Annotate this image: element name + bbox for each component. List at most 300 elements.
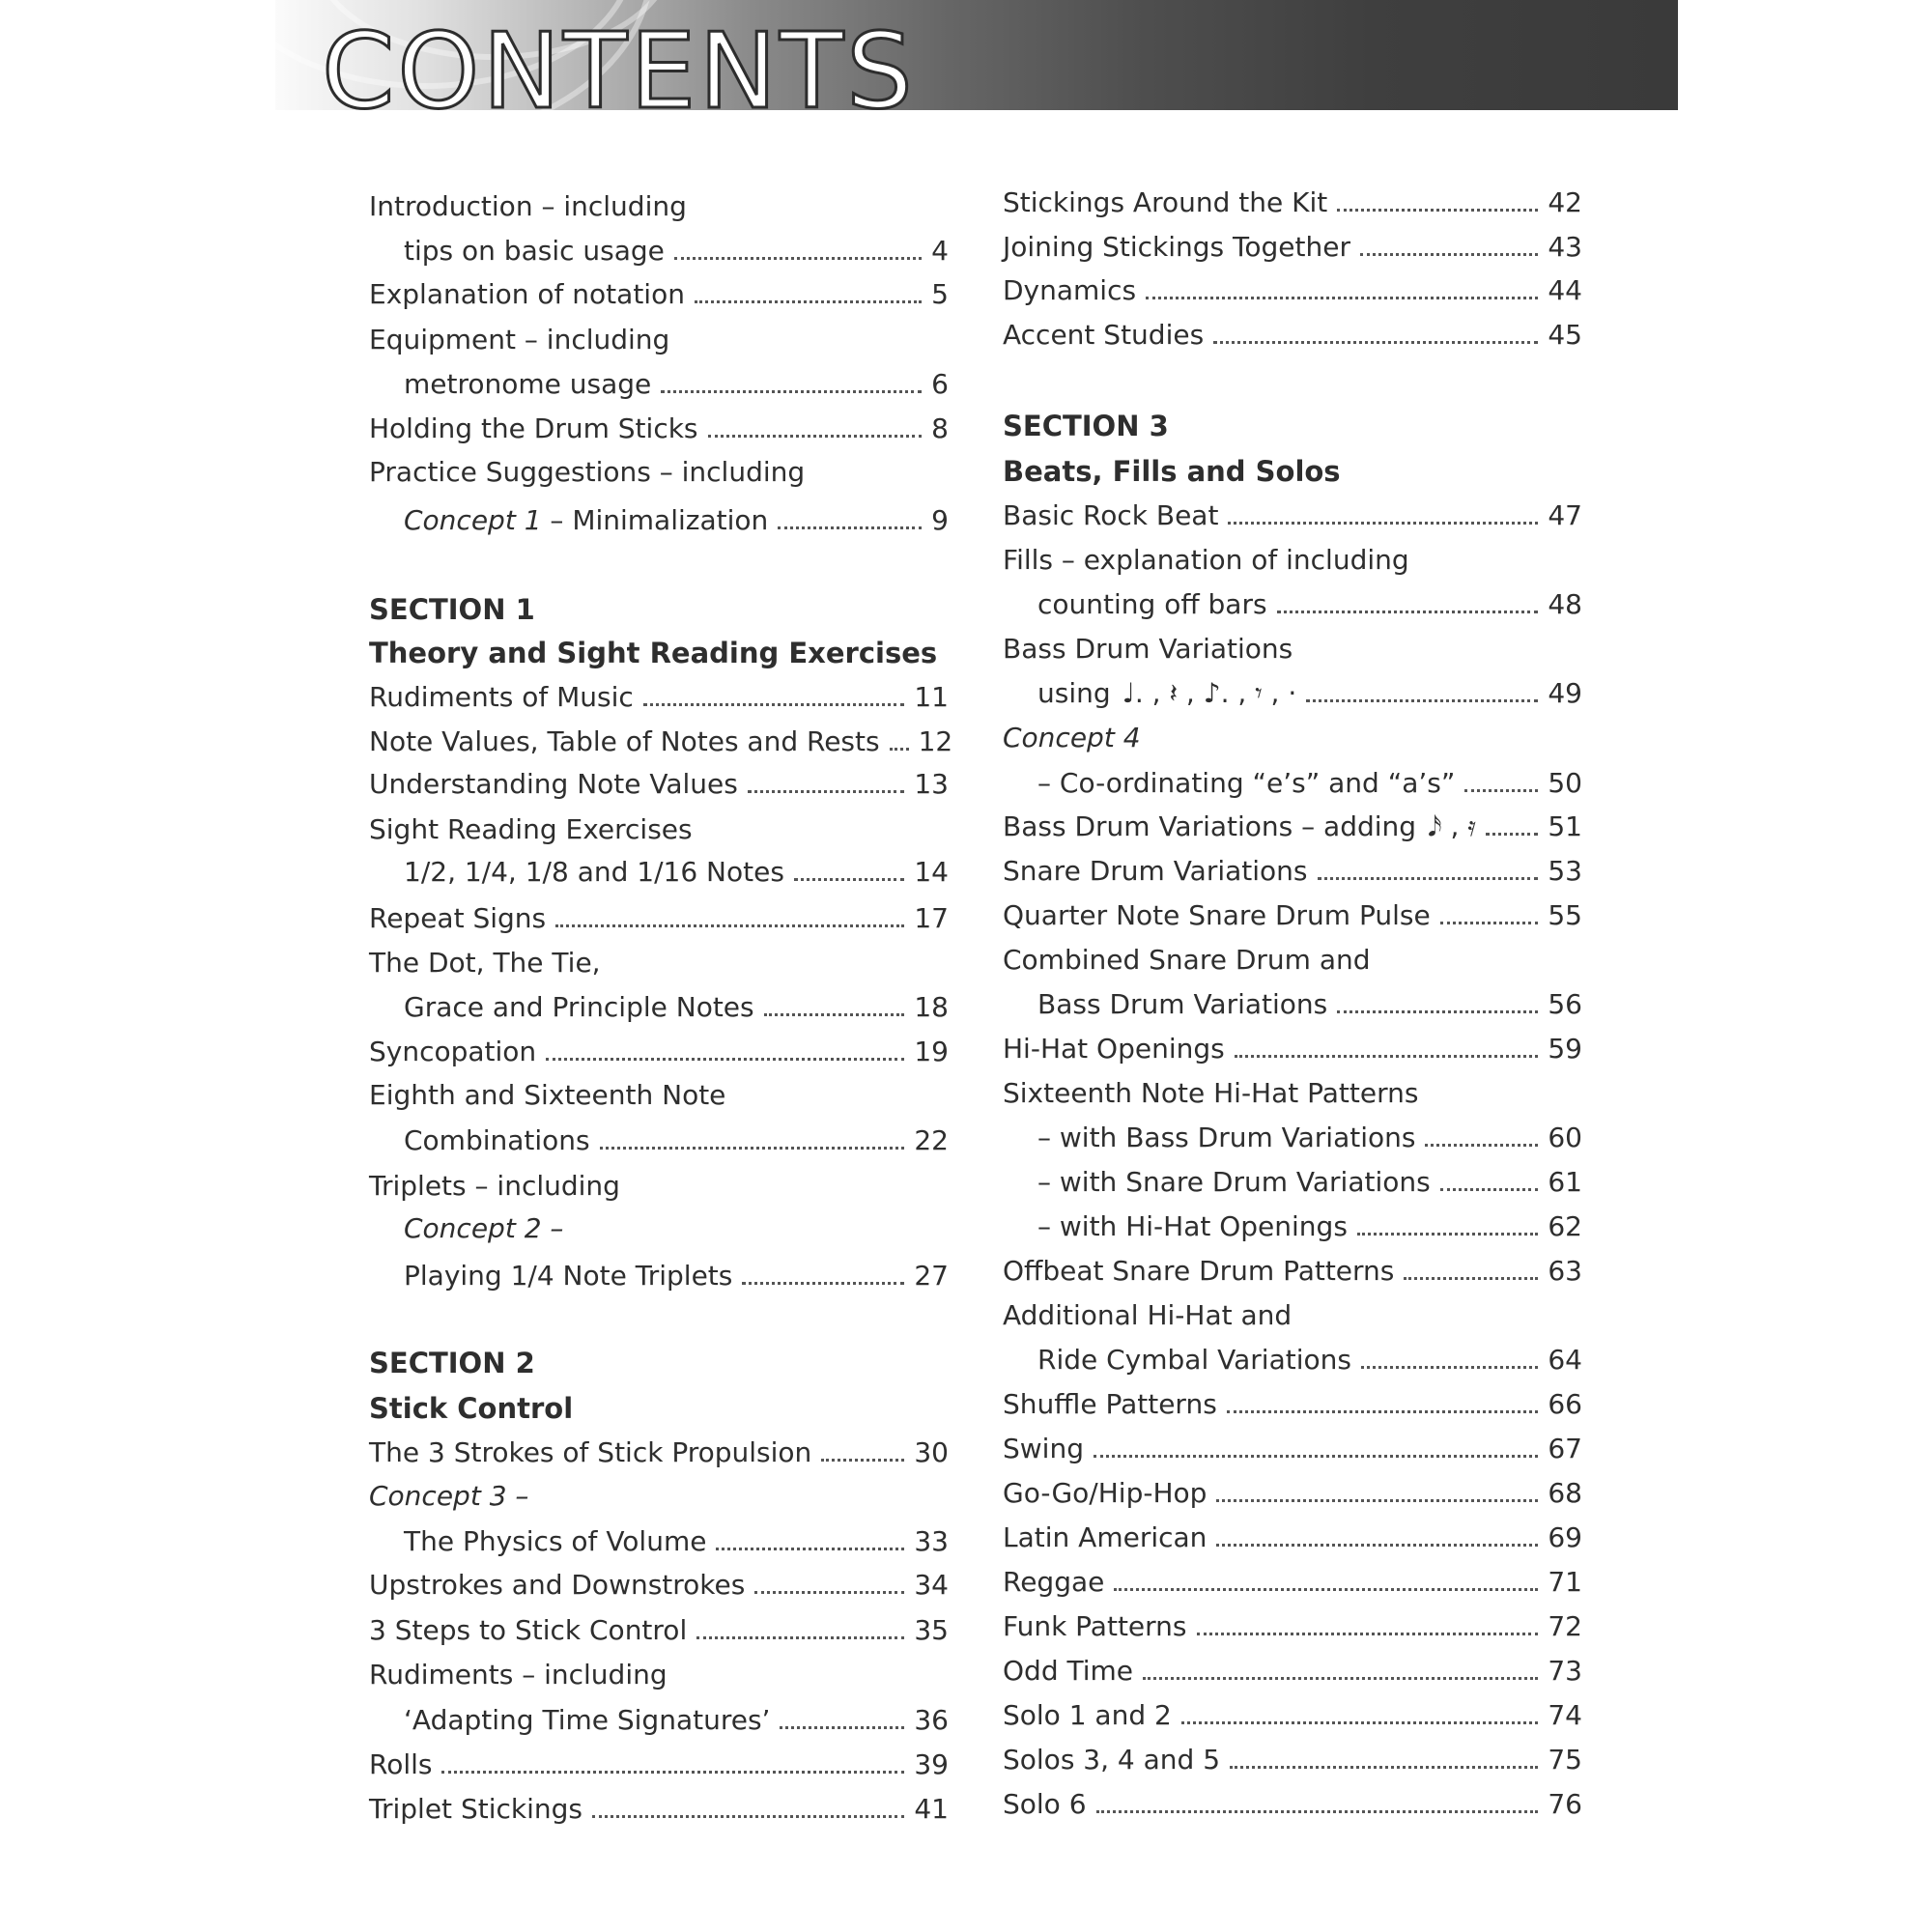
toc-entry-title [1003, 273, 1146, 308]
toc-entry [1003, 266, 1582, 308]
toc-entry [369, 672, 949, 715]
dot-leader [778, 526, 922, 529]
toc-entry-title [1037, 766, 1464, 801]
toc-entry-text: Rudiments of Music [369, 681, 634, 713]
toc-entry [1003, 1424, 1582, 1466]
toc-entry-title [1003, 1609, 1197, 1644]
dot-leader [780, 1726, 904, 1729]
toc-entry-text: Solo 1 and 2 [1003, 1699, 1172, 1731]
toc-entry-title [404, 855, 794, 890]
toc-entry-text: Holding the Drum Sticks [369, 412, 698, 444]
page-number: 35 [914, 1614, 949, 1646]
toc-entry-title [369, 1792, 592, 1827]
page-number: 75 [1548, 1744, 1582, 1776]
toc-entry [369, 1161, 949, 1204]
toc-entry-title [404, 1703, 780, 1738]
toc-entry [1003, 1068, 1582, 1111]
toc-entry [1003, 802, 1582, 844]
toc-entry [369, 1204, 949, 1246]
page-number: 48 [1548, 588, 1582, 620]
toc-entry-title [1003, 409, 1169, 443]
toc-entry-text: Explanation of notation [369, 278, 685, 310]
page-number: 62 [1548, 1210, 1582, 1242]
page-number: 68 [1548, 1477, 1582, 1509]
toc-entry-text: Bass Drum Variations [1037, 988, 1328, 1020]
page-number: 36 [914, 1704, 949, 1736]
page-number: 47 [1548, 499, 1582, 531]
dot-leader [441, 1771, 904, 1774]
toc-entry-text: Rudiments – including [369, 1659, 668, 1690]
toc-entry-text: Repeat Signs [369, 902, 547, 934]
toc-entry-title [1037, 587, 1277, 622]
toc-entry-title [369, 323, 669, 357]
toc-entry [369, 1740, 949, 1782]
dot-leader [1464, 789, 1538, 792]
dot-leader [1216, 1544, 1538, 1547]
toc-entry [1003, 846, 1582, 889]
toc-entry-text: SECTION 3 [1003, 410, 1169, 442]
toc-entry-title [1003, 1254, 1404, 1289]
toc-entry [1003, 310, 1582, 353]
toc-entry-text: ‘Adapting Time Signatures’ [404, 1704, 771, 1736]
toc-entry-title [1003, 1743, 1230, 1777]
toc-entry-title [369, 592, 535, 627]
toc-entry-title [1003, 898, 1440, 933]
toc-entry-title [369, 412, 708, 446]
toc-entry-text: – Minimalization [541, 504, 769, 536]
toc-entry [369, 1428, 949, 1470]
dot-leader [1096, 1810, 1539, 1813]
toc-right-column [1003, 0, 1582, 1932]
dot-leader [1143, 1677, 1538, 1680]
toc-entry-text: using [1037, 677, 1111, 709]
dot-leader [1094, 1455, 1538, 1458]
section-heading [1003, 401, 1582, 443]
dot-leader [592, 1815, 904, 1818]
dot-leader [1337, 1010, 1538, 1013]
note-symbols: ♩. , 𝄽 , ♪. , 𝄾 , · [1122, 677, 1297, 709]
dot-leader [1306, 699, 1538, 702]
toc-entry [1003, 222, 1582, 265]
page-number: 56 [1548, 988, 1582, 1020]
page-number: 50 [1548, 767, 1582, 799]
page-number: 73 [1548, 1655, 1582, 1687]
toc-entry [1003, 1335, 1582, 1378]
toc-entry [1003, 1024, 1582, 1066]
toc-entry [369, 359, 949, 402]
toc-entry-text: Upstrokes and Downstrokes [369, 1569, 746, 1601]
toc-entry [1003, 1602, 1582, 1644]
toc-entry-text: Triplet Stickings [369, 1793, 582, 1825]
page-number: 27 [914, 1260, 949, 1292]
toc-entry-title [1037, 987, 1337, 1022]
page-number: 53 [1548, 855, 1582, 887]
toc-entry-title [1003, 1076, 1418, 1111]
toc-entry-italic: Concept 1 [404, 504, 542, 536]
page-number: 19 [914, 1036, 949, 1067]
toc-entry-title [369, 1747, 441, 1782]
toc-entry-text: Rolls [369, 1748, 433, 1780]
section-title [369, 628, 949, 670]
toc-entry-title [1003, 1476, 1216, 1511]
note-symbols: 𝅘𝅥𝅯 , 𝄿 [1428, 810, 1476, 842]
toc-entry-text: Funk Patterns [1003, 1610, 1187, 1642]
dot-leader [600, 1147, 905, 1150]
dot-leader [1213, 341, 1538, 344]
page-number: 76 [1548, 1788, 1582, 1820]
toc-entry-title [1003, 1565, 1114, 1600]
dot-leader [1337, 209, 1538, 212]
dot-leader [1228, 522, 1538, 525]
toc-entry-text: Understanding Note Values [369, 768, 738, 800]
toc-entry-text: metronome usage [404, 368, 652, 400]
toc-entry-title [1037, 676, 1306, 711]
page-number: 14 [914, 856, 949, 888]
toc-entry [369, 496, 949, 538]
page-number: 12 [918, 725, 953, 757]
dot-leader [748, 790, 905, 793]
toc-entry-text: Sixteenth Note Hi-Hat Patterns [1003, 1077, 1419, 1109]
toc-entry-text: Joining Stickings Together [1003, 231, 1350, 263]
toc-entry-title [1003, 721, 1141, 755]
toc-entry-text: Grace and Principle Notes [404, 991, 754, 1023]
toc-entry-text: – with Bass Drum Variations [1037, 1122, 1416, 1153]
toc-entry-text: Note Values, Table of Notes and Rests [369, 725, 880, 757]
toc-entry-text: – with Hi-Hat Openings [1037, 1210, 1348, 1242]
toc-entry-title [404, 367, 661, 402]
page-number: 51 [1548, 810, 1582, 842]
toc-entry-title [369, 455, 805, 490]
toc-entry-title [1003, 318, 1213, 353]
toc-entry [369, 1650, 949, 1692]
toc-entry-text: Solos 3, 4 and 5 [1003, 1744, 1221, 1776]
page-number: 34 [914, 1569, 949, 1601]
toc-entry-title [1003, 1787, 1096, 1822]
page-number: 64 [1548, 1344, 1582, 1376]
dot-leader [1235, 1055, 1539, 1058]
toc-entry [1003, 491, 1582, 533]
toc-entry-title [1003, 943, 1371, 978]
page-number: 13 [914, 768, 949, 800]
toc-entry-title [369, 901, 555, 936]
toc-entry [1003, 980, 1582, 1022]
toc-entry-title [404, 1211, 563, 1246]
toc-entry-title [1003, 230, 1360, 265]
dot-leader [1360, 253, 1538, 256]
toc-entry-title [1003, 1387, 1227, 1422]
toc-entry-title [369, 1078, 725, 1113]
toc-entry [1003, 713, 1582, 755]
page-number: 72 [1548, 1610, 1582, 1642]
toc-entry-title [1037, 1343, 1361, 1378]
toc-entry-text: 3 Steps to Stick Control [369, 1614, 688, 1646]
dot-leader [555, 924, 904, 927]
toc-entry [369, 1027, 949, 1069]
page-number: 45 [1548, 319, 1582, 351]
toc-entry-title [404, 503, 778, 538]
toc-entry-text: Dynamics [1003, 274, 1137, 306]
toc-entry-title [1003, 543, 1409, 578]
dot-leader [1146, 297, 1538, 299]
toc-entry [369, 982, 949, 1025]
toc-entry-title [369, 1568, 754, 1603]
toc-entry [369, 1070, 949, 1113]
toc-entry [1003, 1513, 1582, 1555]
toc-entry [1003, 1735, 1582, 1777]
dot-leader [794, 878, 904, 881]
toc-entry-text: Introduction – including [369, 190, 687, 222]
page-number: 6 [931, 368, 949, 400]
toc-entry-text: tips on basic usage [404, 235, 665, 267]
toc-entry-text: Hi-Hat Openings [1003, 1033, 1225, 1065]
dot-leader [1114, 1588, 1538, 1591]
page-number: 9 [931, 504, 949, 536]
toc-entry-text: Practice Suggestions – including [369, 456, 806, 488]
page-number: 60 [1548, 1122, 1582, 1153]
toc-entry-title [1003, 1698, 1181, 1733]
toc-entry [1003, 535, 1582, 578]
toc-entry-title [1003, 854, 1318, 889]
toc-entry-title [1003, 1298, 1292, 1333]
toc-entry-text: Accent Studies [1003, 319, 1205, 351]
toc-entry [1003, 1246, 1582, 1289]
toc-entry-text: Stick Control [369, 1392, 574, 1425]
toc-entry [1003, 1557, 1582, 1600]
toc-entry [369, 404, 949, 446]
toc-entry [369, 894, 949, 936]
toc-entry-text: SECTION 1 [369, 593, 535, 626]
toc-entry [1003, 1646, 1582, 1689]
dot-leader [742, 1282, 904, 1285]
toc-entry [369, 1517, 949, 1559]
toc-entry [1003, 1779, 1582, 1822]
dot-leader [1357, 1233, 1538, 1236]
toc-entry-title [1003, 1520, 1216, 1555]
toc-entry-title [404, 990, 764, 1025]
toc-entry-title [369, 636, 937, 670]
toc-entry-title [404, 1524, 716, 1559]
page-number: 8 [931, 412, 949, 444]
toc-entry-text: Sight Reading Exercises [369, 813, 693, 845]
toc-entry [369, 1784, 949, 1827]
toc-entry-text: Go-Go/Hip-Hop [1003, 1477, 1208, 1509]
toc-entry-text: Triplets – including [369, 1170, 620, 1202]
toc-entry [369, 315, 949, 357]
toc-entry-text: Ride Cymbal Variations [1037, 1344, 1351, 1376]
toc-entry [369, 1116, 949, 1158]
toc-entry-title [1037, 1165, 1440, 1200]
toc-entry [1003, 758, 1582, 801]
toc-entry-text: Offbeat Snare Drum Patterns [1003, 1255, 1395, 1287]
dot-leader [674, 257, 922, 260]
toc-entry-text: Additional Hi-Hat and [1003, 1299, 1293, 1331]
toc-entry-text: Beats, Fills and Solos [1003, 455, 1341, 488]
toc-entry-title [369, 1169, 620, 1204]
page-number: 67 [1548, 1433, 1582, 1464]
page-number: 71 [1548, 1566, 1582, 1598]
page-number: 63 [1548, 1255, 1582, 1287]
dot-leader [890, 748, 909, 751]
page-number: 17 [914, 902, 949, 934]
toc-entry [369, 182, 949, 224]
toc-entry-title [369, 680, 643, 715]
toc-entry-text: Combinations [404, 1124, 590, 1156]
toc-entry-title [1003, 810, 1486, 844]
toc-entry-title [1003, 498, 1228, 533]
dot-leader [708, 435, 923, 438]
toc-entry-text: The 3 Strokes of Stick Propulsion [369, 1436, 812, 1468]
toc-left-column [369, 0, 953, 1932]
toc-entry-text: The Dot, The Tie, [369, 947, 601, 979]
page-number: 11 [914, 681, 949, 713]
toc-entry-title [404, 234, 674, 269]
page-number: 69 [1548, 1521, 1582, 1553]
toc-entry-text: Odd Time [1003, 1655, 1134, 1687]
page-number: 22 [914, 1124, 949, 1156]
toc-entry-title [369, 1435, 821, 1470]
toc-entry-italic: Concept 3 – [369, 1480, 529, 1512]
toc-entry-text: Snare Drum Variations [1003, 855, 1308, 887]
page-number: 43 [1548, 231, 1582, 263]
toc-entry [1003, 1468, 1582, 1511]
toc-entry-text: The Physics of Volume [404, 1525, 707, 1557]
toc-entry-text: Equipment – including [369, 324, 670, 355]
toc-entry-title [369, 724, 890, 759]
page-number: 41 [914, 1793, 949, 1825]
toc-entry-text: Basic Rock Beat [1003, 499, 1219, 531]
toc-entry-title [369, 812, 693, 847]
toc-entry-title [369, 1479, 528, 1514]
dot-leader [1361, 1366, 1538, 1369]
toc-entry-title [1003, 1654, 1143, 1689]
page-number: 5 [931, 278, 949, 310]
toc-entry [1003, 1202, 1582, 1244]
dot-leader [1440, 1188, 1539, 1191]
toc-entry-text: 1/2, 1/4, 1/8 and 1/16 Notes [404, 856, 784, 888]
toc-entry-title [369, 1391, 573, 1426]
toc-entry [1003, 891, 1582, 933]
page-number: 30 [914, 1436, 949, 1468]
toc-entry [369, 1605, 949, 1648]
toc-entry-title [1003, 1032, 1235, 1066]
toc-entry-text: Stickings Around the Kit [1003, 186, 1328, 218]
toc-entry-title [1003, 632, 1293, 667]
toc-entry-text: Theory and Sight Reading Exercises [369, 637, 938, 669]
toc-entry [369, 717, 953, 759]
page-number: 49 [1548, 677, 1582, 709]
toc-entry-title [1037, 1209, 1357, 1244]
toc-entry [1003, 1291, 1582, 1333]
toc-entry-text: Combined Snare Drum and [1003, 944, 1371, 976]
section-heading [369, 584, 949, 627]
page-number: 33 [914, 1525, 949, 1557]
toc-entry-title [404, 1123, 600, 1158]
dot-leader [716, 1548, 904, 1550]
toc-entry [1003, 1690, 1582, 1733]
toc-entry-text: – Co-ordinating “e’s” and “a’s” [1037, 767, 1456, 799]
toc-entry-text: Eighth and Sixteenth Note [369, 1079, 726, 1111]
page-number: 59 [1548, 1033, 1582, 1065]
toc-entry-title [369, 189, 687, 224]
toc-entry [1003, 178, 1582, 220]
section-title [1003, 446, 1582, 489]
toc-entry-text: Solo 6 [1003, 1788, 1087, 1820]
toc-entry [369, 805, 949, 847]
dot-leader [764, 1013, 905, 1016]
toc-entry-text: Playing 1/4 Note Triplets [404, 1260, 733, 1292]
toc-entry [1003, 935, 1582, 978]
page-number: 39 [914, 1748, 949, 1780]
toc-entry-text: Bass Drum Variations – adding [1003, 810, 1417, 842]
toc-entry [369, 759, 949, 802]
toc-entry [1003, 1157, 1582, 1200]
dot-leader [1440, 922, 1539, 924]
dot-leader [1404, 1277, 1538, 1280]
toc-entry-text: SECTION 2 [369, 1347, 535, 1379]
dot-leader [1425, 1144, 1538, 1147]
dot-leader [546, 1058, 904, 1061]
toc-entry-title [369, 1613, 696, 1648]
toc-entry [369, 226, 949, 269]
toc-entry-title [1003, 185, 1337, 220]
page-number: 55 [1548, 899, 1582, 931]
toc-entry-title [1037, 1121, 1425, 1155]
dot-leader [1197, 1633, 1539, 1635]
dot-leader [1277, 611, 1539, 613]
toc-entry-title [369, 1658, 668, 1692]
dot-leader [1486, 833, 1538, 836]
toc-entry [1003, 668, 1582, 711]
dot-leader [1216, 1499, 1538, 1502]
dot-leader [754, 1591, 904, 1594]
toc-entry [369, 1251, 949, 1293]
page-title: CONTENTS [322, 12, 916, 110]
toc-entry-title [369, 1346, 535, 1380]
toc-entry-title [1003, 454, 1341, 489]
page-number: 18 [914, 991, 949, 1023]
page-number: 61 [1548, 1166, 1582, 1198]
dot-leader [695, 300, 922, 303]
page-number: 74 [1548, 1699, 1582, 1731]
toc-entry [369, 847, 949, 890]
toc-entry [369, 447, 949, 490]
page-number: 44 [1548, 274, 1582, 306]
dot-leader [821, 1459, 904, 1462]
toc-entry [1003, 580, 1582, 622]
toc-entry-text: Latin American [1003, 1521, 1208, 1553]
page-number: 66 [1548, 1388, 1582, 1420]
toc-entry [369, 1695, 949, 1738]
toc-entry [1003, 1113, 1582, 1155]
toc-entry-text: – with Snare Drum Variations [1037, 1166, 1431, 1198]
toc-entry [1003, 1379, 1582, 1422]
toc-entry-title [369, 1035, 546, 1069]
dot-leader [661, 390, 922, 393]
toc-entry-text: Fills – explanation of including [1003, 544, 1409, 576]
toc-entry-title [369, 767, 748, 802]
toc-entry-title [404, 1259, 742, 1293]
toc-entry-text: Syncopation [369, 1036, 537, 1067]
toc-entry-text: counting off bars [1037, 588, 1267, 620]
dot-leader [1227, 1410, 1539, 1413]
toc-entry [369, 938, 949, 980]
toc-entry [369, 1560, 949, 1603]
toc-entry-text: Quarter Note Snare Drum Pulse [1003, 899, 1431, 931]
toc-entry [369, 270, 949, 312]
toc-entry-italic: Concept 4 [1003, 722, 1141, 753]
toc-entry-title [1003, 1432, 1094, 1466]
section-heading [369, 1338, 949, 1380]
